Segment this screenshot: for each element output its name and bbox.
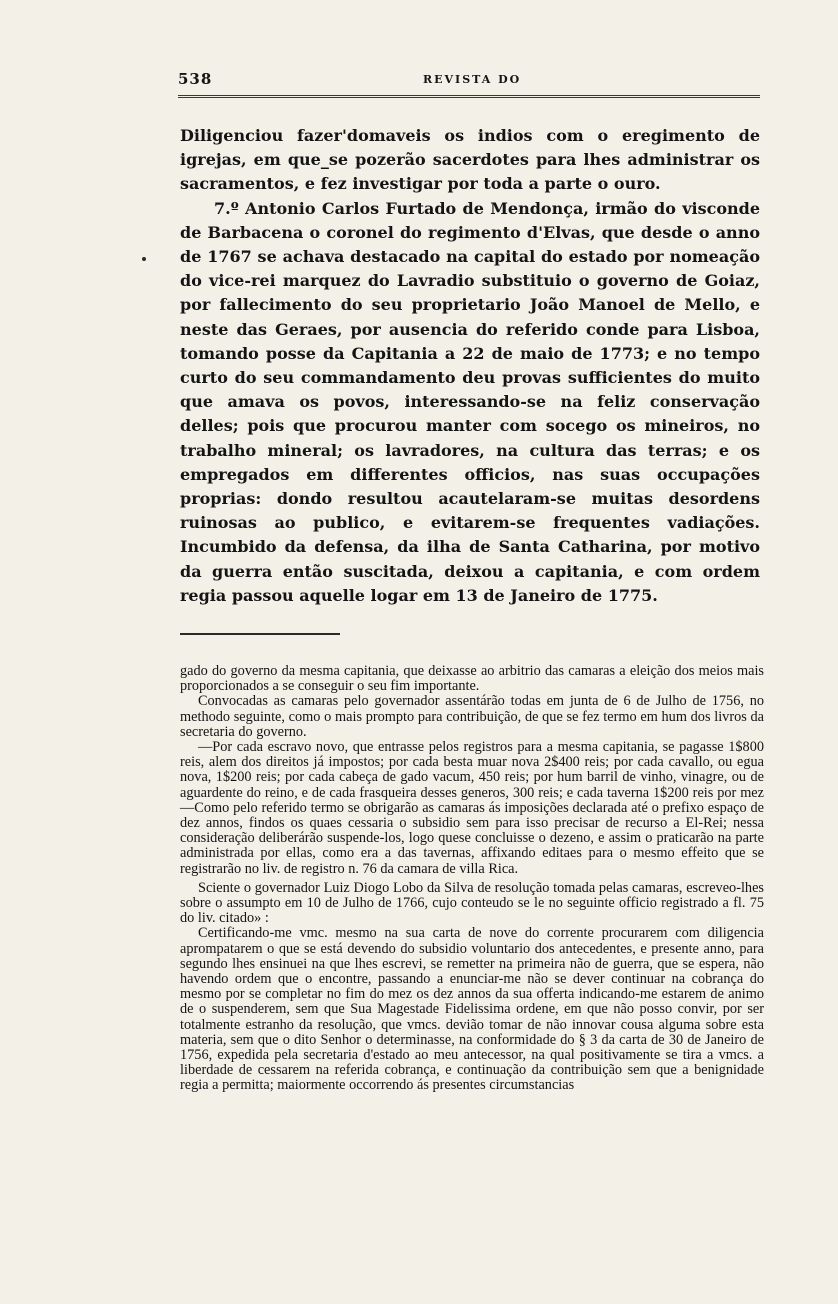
- footnote-paragraph: —Por cada escravo novo, que entrasse pelos registros para a mesma capitania, se pagasse 1$800 reis, alem dos direitos já impostos; por cada besta muar nova 2$400 reis; por cada cavallo, ou egua nova, 1$200 reis; por cada cabeça de gado vacum, 450 reis; por hum barril de vinho, vinagre, ou de aguardente do reino, e de cada frasqueira desses generos, 300 reis; e cada taverna 1$200 reis por mez—Como pelo referido termo se obrigarão as camaras ás imposições declarada até o prefixo espaço de dez annos, findos os quaes cessaria o subsidio sem para isso precisar de recurso a El-Rei; nessa consideração deliberárão suspende-los, logo quese concluisse o dezeno, e assim o praticarão na parte administrada por ellas, como era a das tavernas, affixando editaes para o mesmo effeito que se registrarão no liv. de registro n. 76 da camara de villa Rica.: [180, 739, 764, 877]
- header-rule: [178, 95, 760, 98]
- main-paragraph: Diligenciou fazer'domaveis os indios com o eregimento de igrejas, em que_se pozerão sacerdotes para lhes administrar os sacramentos, e fez investigar por toda a parte o ouro.: [180, 126, 760, 194]
- main-paragraph: 7.º Antonio Carlos Furtado de Mendonça, irmão do visconde de Barbacena o coronel do regimento d'Elvas, que desde o anno de 1767 se achava destacado na capital do estado por nomeação do vice-rei marquez do Lavradio substituio o governo de Goiaz, por fallecimento do seu proprietario João Manoel de Mello, e neste das Geraes, por ausencia do referido conde para Lisboa, tomando posse da Capitania a 22 de maio de 1773; e no tempo curto do seu commandamento deu provas sufficientes do muito que amava os povos, interessando-se na feliz conservação delles; pois que procurou manter com socego os mineiros, no trabalho mineral; os lavradores, na cultura das terras; e os empregados em differentes officios, nas suas occupações proprias: dondo resultou acautelaram-se muitas desordens ruinosas ao publico, e evitarem-se frequentes vadiações. Incumbido da defensa, da ilha de Santa Catharina, por motivo da guerra então suscitada, deixou a capitania, e com ordem regia passou aquelle logar em 13 de Janeiro de 1775.: [180, 198, 760, 605]
- page-number: 538: [178, 70, 213, 88]
- page-header: [178, 70, 758, 94]
- main-text: [180, 124, 760, 608]
- running-title: REVISTA DO: [423, 73, 522, 86]
- margin-mark: [142, 257, 146, 261]
- footnote-separator: [180, 633, 340, 635]
- footnotes: [180, 664, 764, 1094]
- footnote-paragraph: gado do governo da mesma capitania, que deixasse ao arbitrio das camaras a eleição dos meios mais proporcionados a se conseguir o seu fim importante.: [180, 663, 764, 695]
- footnote-paragraph: Sciente o governador Luiz Diogo Lobo da Silva de resolução tomada pelas camaras, escreveo-lhes sobre o assumpto em 10 de Julho de 1766, cujo conteudo se le no seguinte officio registrado a fl. 75 do liv. citado» :: [180, 879, 764, 927]
- footnote-paragraph: Certificando-me vmc. mesmo na sua carta de nove do corrente procurarem com diligencia aprompatarem o que se está devendo do subsidio voluntario dos antecedentes, e presente anno, para segundo lhes ensinuei na que lhes escrevi, se remetter na primeira não de guerra, que se espera, não havendo ordem que o encontre, passando a enunciar-me não se dever continuar na cobrança do mesmo por se completar no fim do mez os dez annos da sua offerta indicando-me estarem de animo de o suspenderem, sem que Sua Magestade Fidelissima ordene, em que não posso convir, por ser totalmente estranho da resolução, que vmcs. devião tomar de não innovar cousa alguma sobre esta materia, sem que o dito Senhor o determinasse, na conformidade do § 3 da carta de 30 de Janeiro de 1756, expedida pela secretaria d'estado ao meu antecessor, na qual positivamente se tira a vmcs. a liberdade de cessarem na referida cobrança, e continuação da contribuição sem que a benignidade regia a permitta; maiormente occorrendo ás presentes circumstancias: [180, 925, 764, 1094]
- footnote-paragraph: Convocadas as camaras pelo governador assentárão todas em junta de 6 de Julho de 1756, no methodo seguinte, como o mais prompto para contribuição, de que se fez termo em hum dos livros da secretaria do governo.: [180, 693, 764, 740]
